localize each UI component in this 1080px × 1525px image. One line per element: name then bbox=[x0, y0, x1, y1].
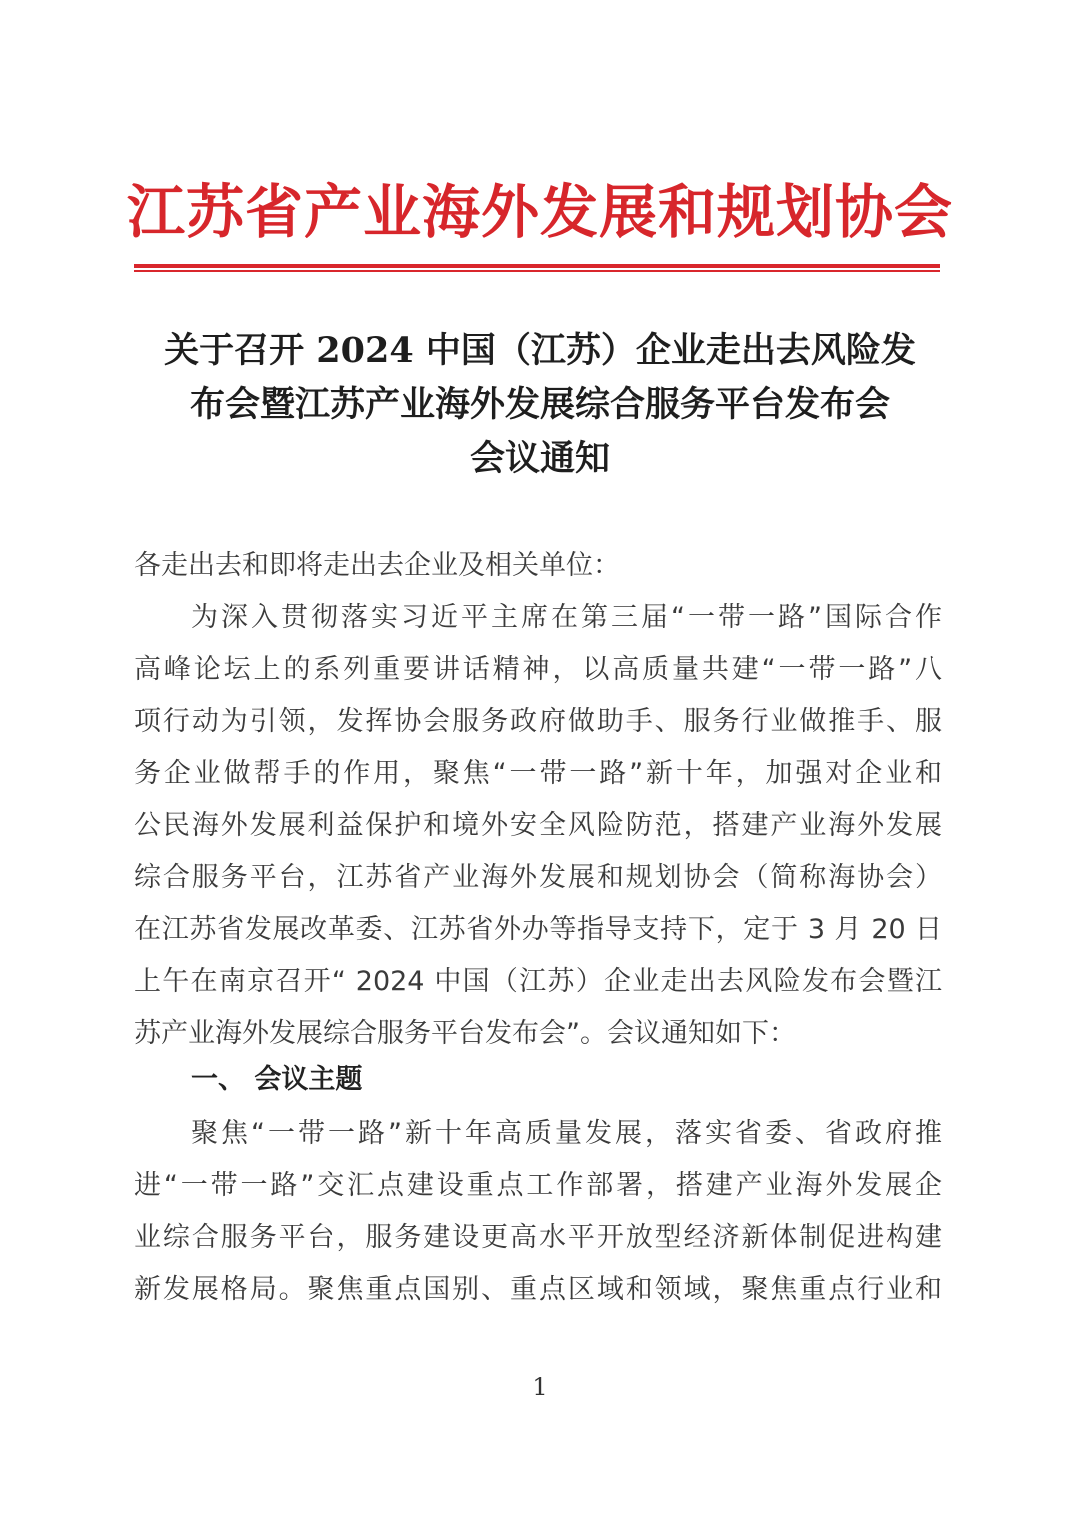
paragraph-1-line: 公民海外发展利益保护和境外安全风险防范，搭建产业海外发展 bbox=[134, 810, 942, 841]
page-number: 1 bbox=[532, 1373, 548, 1401]
paragraph-2-line: 进“一带一路”交汇点建设重点工作部署，搭建产业海外发展企 bbox=[134, 1170, 942, 1201]
paragraph-2 bbox=[134, 1108, 942, 1316]
letterhead-red-rule bbox=[134, 264, 940, 268]
paragraph-1-line: 综合服务平台，江苏省产业海外发展和规划协会（简称海协会） bbox=[134, 862, 942, 893]
paragraph-2-line: 聚焦“一带一路”新十年高质量发展，落实省委、省政府推 bbox=[191, 1118, 942, 1149]
paragraph-1-line: 为深入贯彻落实习近平主席在第三届“一带一路”国际合作 bbox=[191, 602, 942, 633]
section-1-heading: 一、 会议主题 bbox=[191, 1064, 363, 1095]
letterhead-red-rule-thin bbox=[134, 270, 940, 272]
notice-title-line-2: 布会暨江苏产业海外发展综合服务平台发布会 bbox=[189, 384, 890, 425]
notice-title bbox=[0, 324, 1080, 486]
paragraph-1-line: 务企业做帮手的作用，聚焦“一带一路”新十年，加强对企业和 bbox=[134, 758, 942, 789]
paragraph-1-line: 高峰论坛上的系列重要讲话精神，以高质量共建“一带一路”八 bbox=[134, 654, 942, 685]
paragraph-1-line: 在江苏省发展改革委、江苏省外办等指导支持下，定于 3 月 20 日 bbox=[134, 914, 942, 945]
paragraph-1-line: 苏产业海外发展综合服务平台发布会”。会议通知如下： bbox=[134, 1018, 796, 1049]
notice-title-line-3: 会议通知 bbox=[469, 438, 610, 479]
paragraph-1-line: 项行动为引领，发挥协会服务政府做助手、服务行业做推手、服 bbox=[134, 706, 942, 737]
notice-title-line-1: 关于召开 2024 中国（江苏）企业走出去风险发 bbox=[164, 330, 916, 371]
letterhead-org-name: 江苏省产业海外发展和规划协会 bbox=[126, 178, 953, 246]
paragraph-2-line: 新发展格局。聚焦重点国别、重点区域和领域，聚焦重点行业和 bbox=[134, 1274, 942, 1305]
paragraph-1 bbox=[134, 592, 942, 1060]
paragraph-2-line: 业综合服务平台，服务建设更高水平开放型经济新体制促进构建 bbox=[134, 1222, 942, 1253]
paragraph-1-line: 上午在南京召开“ 2024 中国（江苏）企业走出去风险发布会暨江 bbox=[134, 966, 942, 997]
salutation: 各走出去和即将走出去企业及相关单位： bbox=[134, 550, 620, 581]
